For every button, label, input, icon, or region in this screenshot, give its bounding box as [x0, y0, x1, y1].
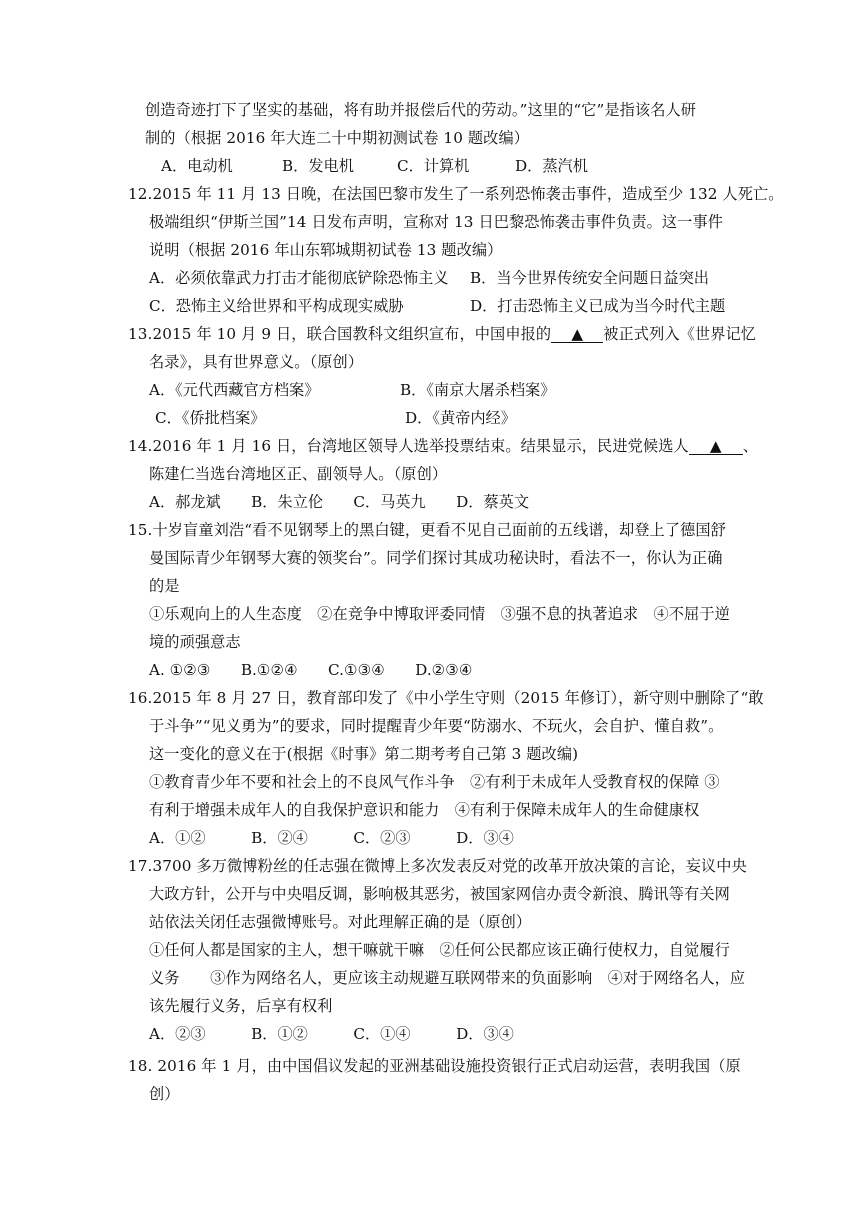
q18-stem-line-1: [128, 1056, 741, 1076]
q17-stem-line-2: 大政方针，公开与中央唱反调，影响极其恶劣，被国家网信办责令新浪、腾讯等有关网: [149, 885, 730, 903]
q16-statements-line-2: 有利于增强未成年人的自我保护意识和能力 ④有利于保障未成年人的生命健康权: [149, 801, 700, 819]
q13-option-d: D．《黄帝内经》: [405, 409, 516, 427]
q11-option-c: C．计算机: [397, 157, 470, 175]
q17-number: 17.: [128, 857, 153, 875]
q13-stem-line-1: [128, 324, 756, 344]
q15-stem-text-1: 十岁盲童刘浩“看不见钢琴上的黑白键，更看不见自己面前的五线谱，却登上了德国舒: [152, 521, 726, 539]
q15-statements-line-2: 境的顽强意志: [149, 633, 241, 651]
q11-stem-line-2: 制的（根据 2016 年大连二十中期初测试卷 10 题改编）: [145, 129, 530, 147]
q16-stem-line-3: 这一变化的意义在于(根据《时事》第二期考考自己第 3 题改编): [149, 745, 579, 763]
q12-option-c: C．恐怖主义给世界和平构成现实威胁: [149, 297, 404, 315]
q14-stem-line-1: [128, 436, 758, 456]
q12-stem-line-1: [128, 184, 784, 204]
q14-options: A．郝龙斌 B．朱立伦 C．马英九 D．蔡英文: [149, 493, 530, 511]
q16-stem-line-2: 于斗争”“见义勇为”的要求，同时提醒青少年要“防溺水、不玩火，会自护、懂自救”。: [149, 717, 724, 735]
q12-option-b: B．当今世界传统安全问题日益突出: [470, 269, 709, 287]
q14-number: 14.: [128, 437, 153, 455]
q14-stem-text-1b: 、: [742, 437, 759, 455]
q17-statements-line-2: 义务 ③作为网络名人，更应该主动规避互联网带来的负面影响 ④对于网络名人，应: [149, 969, 746, 987]
q11-option-d: D．蒸汽机: [515, 157, 588, 175]
q12-stem-line-2: 极端组织“伊斯兰国”14 日发布声明，宣称对 13 日巴黎恐怖袭击事件负责。这一事件: [149, 213, 724, 231]
q15-stem-line-2: 曼国际青少年钢琴大赛的领奖台”。同学们探讨其成功秘诀时，看法不一，你认为正确: [149, 549, 723, 567]
q17-stem-line-1: [128, 856, 747, 876]
q18-number: 18.: [128, 1057, 153, 1075]
q13-answer-blank: ▲: [551, 326, 603, 343]
q13-number: 13.: [128, 325, 153, 343]
q16-stem-text-1: 2015 年 8 月 27 日，教育部印发了《中小学生守则（2015 年修订），新守则中删除了“敢: [152, 689, 764, 707]
q13-stem-text-1a: 2015 年 10 月 9 日，联合国教科文组织宣布，中国申报的: [152, 325, 552, 343]
q16-number: 16.: [128, 689, 153, 707]
q14-stem-text-1a: 2016 年 1 月 16 日，台湾地区领导人选举投票结束。结果显示，民进党候选人: [152, 437, 689, 455]
q11-stem-line-1: 创造奇迹打下了坚实的基础，将有助并报偿后代的劳动。”这里的“它”是指该名人研: [145, 101, 697, 119]
q17-stem-text-1: 3700 多万微博粉丝的任志强在微博上多次发表反对党的改革开放决策的言论，妄议中央: [152, 857, 747, 875]
q16-statements-line-1: ①教育青少年不要和社会上的不良风气作斗争 ②有利于未成年人受教育权的保障 ③: [149, 773, 720, 791]
q11-option-b: B．发电机: [282, 157, 354, 175]
q14-answer-blank: ▲: [689, 438, 743, 455]
q13-stem-line-2: 名录》，具有世界意义。（原创）: [149, 353, 364, 371]
q13-option-a: A．《元代西藏官方档案》: [149, 381, 320, 399]
q12-number: 12.: [128, 185, 153, 203]
q18-stem-line-2: 创）: [149, 1085, 180, 1103]
q15-stem-line-3: 的是: [149, 577, 180, 595]
q15-statements-line-1: ①乐观向上的人生态度 ②在竞争中博取评委同情 ③强不息的执著追求 ④不屈于逆: [149, 605, 730, 623]
q13-option-b: B．《南京大屠杀档案》: [400, 381, 556, 399]
q16-stem-line-1: [128, 688, 764, 708]
q13-stem-text-1b: 被正式列入《世界记忆: [603, 325, 757, 343]
q13-option-c: C．《侨批档案》: [155, 409, 266, 427]
q18-stem-text-1: 2016 年 1 月，由中国倡议发起的亚洲基础设施投资银行正式启动运营，表明我国（原: [152, 1057, 741, 1075]
q12-stem-line-3: 说明（根据 2016 年山东郓城期初试卷 13 题改编）: [149, 241, 503, 259]
q15-options: A. ①②③ B.①②④ C.①③④ D.②③④: [149, 661, 473, 679]
q14-stem-line-2: 陈建仁当选台湾地区正、副领导人。（原创）: [149, 465, 448, 483]
q15-stem-line-1: [128, 520, 726, 540]
q12-option-a: A．必须依靠武力打击才能彻底铲除恐怖主义: [149, 269, 449, 287]
q16-options: A．①② B．②④ C．②③ D．③④: [149, 829, 514, 847]
q17-statements-line-3: 该先履行义务，后享有权利: [149, 997, 333, 1015]
q12-stem-text-1: 2015 年 11 月 13 日晚，在法国巴黎市发生了一系列恐怖袭击事件，造成至少 132 人死亡。: [152, 185, 784, 203]
q17-stem-line-3: 站依法关闭任志强微博账号。对此理解正确的是（原创）: [149, 913, 532, 931]
q15-number: 15.: [128, 521, 153, 539]
q11-option-a: A．电动机: [161, 157, 233, 175]
q12-option-d: D．打击恐怖主义已成为当今时代主题: [470, 297, 726, 315]
q17-statements-line-1: ①任何人都是国家的主人，想干嘛就干嘛 ②任何公民都应该正确行使权力，自觉履行: [149, 941, 730, 959]
q17-options: A．②③ B．①② C．①④ D．③④: [149, 1025, 514, 1043]
